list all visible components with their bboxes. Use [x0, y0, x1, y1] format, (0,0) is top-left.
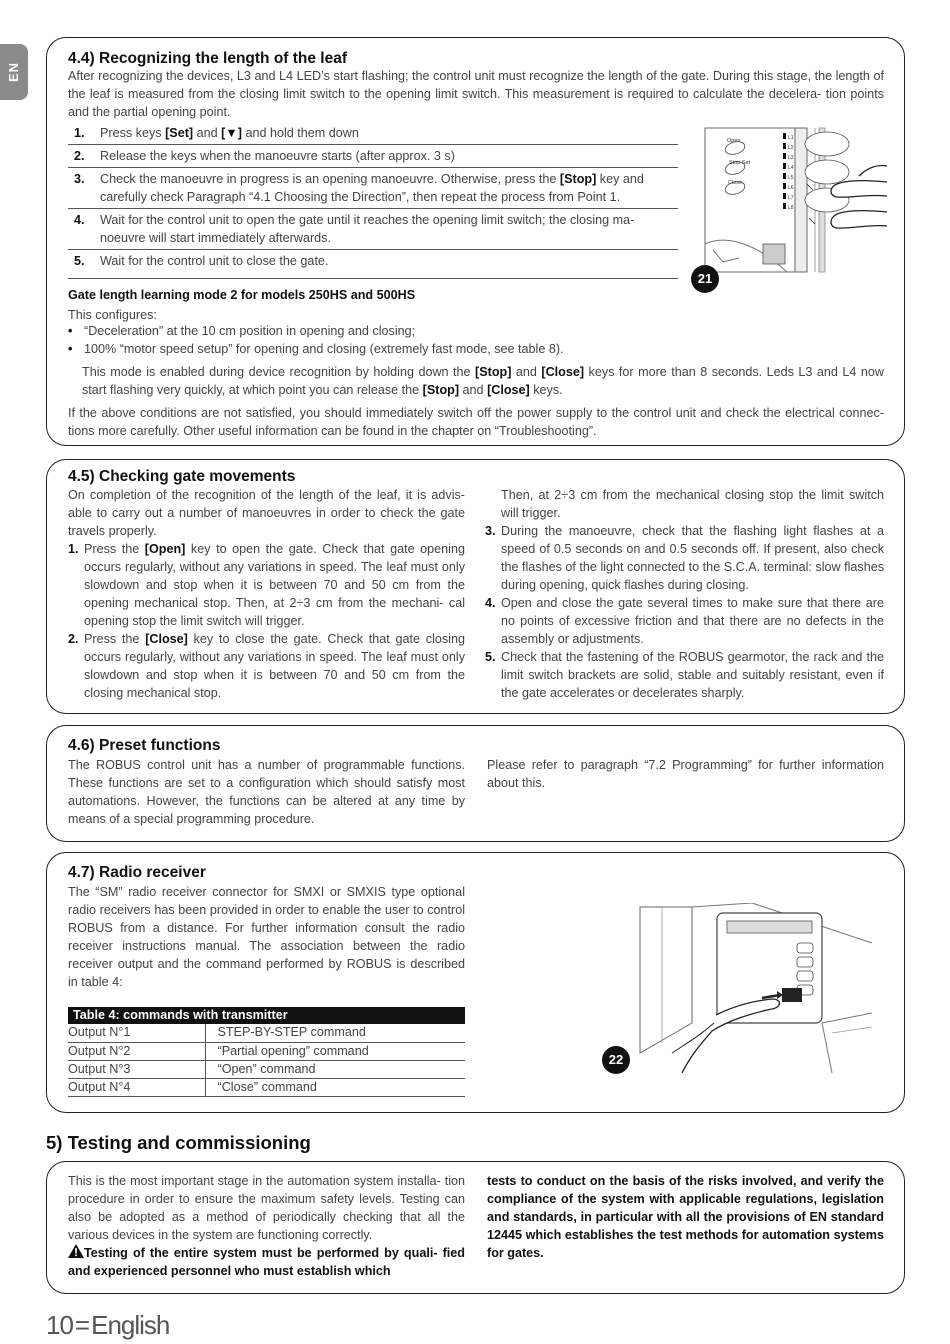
stop-key-label: Stop Set	[729, 160, 751, 166]
chapter-title: 5) Testing and commissioning	[46, 1132, 311, 1153]
intro-text: On completion of the recognition of the length of the leaf, it is advis- able to carry out a number of manoeuvres in order to check the gate travels properly.	[68, 488, 465, 538]
left-column	[68, 486, 465, 702]
figure-number: 22	[602, 1046, 630, 1074]
bullet-list	[68, 322, 884, 358]
led-indicator	[783, 133, 786, 139]
section-title: 4.6) Preset functions	[68, 737, 221, 754]
section-title: 4.5) Checking gate movements	[68, 468, 296, 485]
led-label: L1	[788, 135, 794, 141]
mode-text: This mode is enabled during device recognition by holding down the [Stop] and [Close] keys for more than 8 seconds. Leds L3 and L4 now start flashing very quickly, at which point you can release the [Stop] and [Close] keys.	[82, 365, 884, 397]
step-item: 2. Release the keys when the manoeuvre starts (after approx. 3 s)	[68, 145, 678, 168]
warning-icon	[68, 1244, 84, 1258]
led-label: L3	[788, 155, 794, 161]
section-title: 4.4) Recognizing the length of the leaf	[68, 50, 348, 67]
bullet-item: • 100% “motor speed setup” for opening and closing (extremely fast mode, see table 8).	[68, 342, 564, 356]
table-row: Output N°1 STEP-BY-STEP command	[68, 1024, 465, 1042]
left-column: The ROBUS control unit has a number of programmable functions. These functions are set to a configuration which should satisfy most automations. However, the functions can be altered at any time by means of a special programming procedure.	[68, 758, 465, 826]
testing-intro: This is the most important stage in the automation system installa- tion procedure in order to ensure the maximum safety levels. Testing can also be adopted as a method of periodically checking that all the various devices in the system are functioning correctly.	[68, 1174, 465, 1242]
right-column: Please refer to paragraph “7.2 Programming” for further information about this.	[487, 758, 884, 790]
radio-text: The “SM” radio receiver connector for SMXI or SMXIS type optional radio receivers has been provided in order to enable the user to control ROBUS from a distance. For further information consult the radio receiver instructions manual. The association between the radio receiver output and the command performed by ROBUS is described in table 4:	[68, 885, 465, 989]
radio-receiver-illustration	[632, 903, 872, 1073]
configures-label: This configures:	[68, 308, 157, 322]
table-title: Table 4: commands with transmitter	[68, 1007, 465, 1024]
led-column	[783, 133, 794, 211]
led-label: L6	[788, 185, 794, 191]
led-label: L8	[788, 205, 794, 211]
step-item: 5. Wait for the control unit to close the gate.	[68, 250, 678, 279]
intro-text: After recognizing the devices, L3 and L4 LED’s start flashing; the control unit must recognize the length of the gate. During this stage, the length of the leaf is measured from the closing limit switch to the opening limit switch. This measurement is required to calculate the decelera- tion points and the partial opening point.	[68, 69, 884, 119]
table-row: Output N°4 “Close” command	[68, 1078, 465, 1096]
section-4-7	[46, 852, 905, 1113]
section-4-5	[46, 459, 905, 714]
open-key-label: Open	[727, 138, 741, 144]
check-item: 4. Open and close the gate several times to make sure that there are no points of excessive friction and that there are no defects in the assembly or adjustments.	[485, 596, 884, 646]
check-item-continued: Then, at 2÷3 cm from the mechanical closing stop the limit switch will trigger.	[501, 488, 884, 520]
led-indicator	[783, 203, 786, 209]
led-label: L2	[788, 145, 794, 151]
mode2-title: Gate length learning mode 2 for models 250HS and 500HS	[68, 288, 416, 302]
led-indicator	[783, 143, 786, 149]
right-column: tests to conduct on the basis of the risks involved, and verify the compliance of the system with applicable regulations, legislation and standards, in particular with all the provisions of EN standard 12445 which establishes the test methods for automation systems for gates.	[487, 1174, 884, 1260]
led-indicator	[783, 153, 786, 159]
led-label: L4	[788, 165, 794, 171]
led-indicator	[783, 173, 786, 179]
control-unit-keys-illustration	[687, 124, 887, 274]
check-item: 2. Press the [Close] key to close the gate. Check that gate closing occurs regularly, without any variations in speed. The leaf must only slowdown and stop when it is between 70 and 50 cm from the closing mechanical stop.	[68, 632, 465, 700]
footer-language: English	[91, 1310, 170, 1340]
section-4-6	[46, 725, 905, 842]
check-item: 3. During the manoeuvre, check that the flashing light flashes at a speed of 0.5 seconds on and 0.5 seconds off. If present, also check the flashes of the light connected to the S.C.A. terminal: slow flashes during opening, quick flashes during closing.	[485, 524, 884, 592]
step-item: 3. Check the manoeuvre in progress is an opening manoeuvre. Otherwise, press the [Stop] key and carefully check Paragraph “4.1 Choosing the Direction”, then repeat the process from Point 1.	[68, 168, 678, 209]
left-column	[68, 1172, 465, 1280]
testing-warning: Testing of the entire system must be performed by quali- fied and experienced personnel who must establish which	[68, 1246, 465, 1278]
commands-table	[68, 1007, 465, 1097]
led-indicator	[783, 193, 786, 199]
check-item: 1. Press the [Open] key to open the gate. Check that gate opening occurs regularly, without any variations in speed. The leaf must only slowdown and stop when it is between 70 and 50 cm from the opening mechanical stop. Then, at 2÷3 cm from the mechani- cal opening stop the limit switch will trigger.	[68, 542, 465, 628]
led-indicator	[783, 163, 786, 169]
led-indicator	[783, 183, 786, 189]
led-label: L5	[788, 175, 794, 181]
right-column	[485, 486, 884, 702]
step-item: 4. Wait for the control unit to open the gate until it reaches the opening limit switch; the closing ma- noeuvre will start immediately afterwards.	[68, 209, 678, 250]
table-row: Output N°2 “Partial opening” command	[68, 1042, 465, 1060]
section-4-4	[46, 37, 905, 446]
led-label: L7	[788, 195, 794, 201]
closing-text: If the above conditions are not satisfied, you should immediately switch off the power supply to the control unit and check the electrical connec- tions more carefully. Other useful information can be found in the chapter on “Troubleshooting”.	[68, 406, 884, 438]
table-row: Output N°3 “Open” command	[68, 1060, 465, 1078]
step-item: 1. Press keys [Set] and [▼] and hold them down	[68, 122, 678, 145]
page-footer: 10=English	[46, 1310, 170, 1340]
figure-number: 21	[691, 265, 719, 293]
check-item: 5. Check that the fastening of the ROBUS gearmotor, the rack and the limit switch brackets are solid, stable and suitably resistant, even if the gate accelerates or decelerates sharply.	[485, 650, 884, 700]
steps-list	[68, 122, 678, 279]
bullet-item: • “Deceleration” at the 10 cm position in opening and closing;	[68, 324, 416, 338]
close-key-label: Close	[728, 180, 743, 186]
language-tab: EN	[0, 44, 28, 100]
section-title: 4.7) Radio receiver	[68, 864, 206, 881]
page-number: 10	[46, 1310, 73, 1340]
section-5	[46, 1161, 905, 1294]
